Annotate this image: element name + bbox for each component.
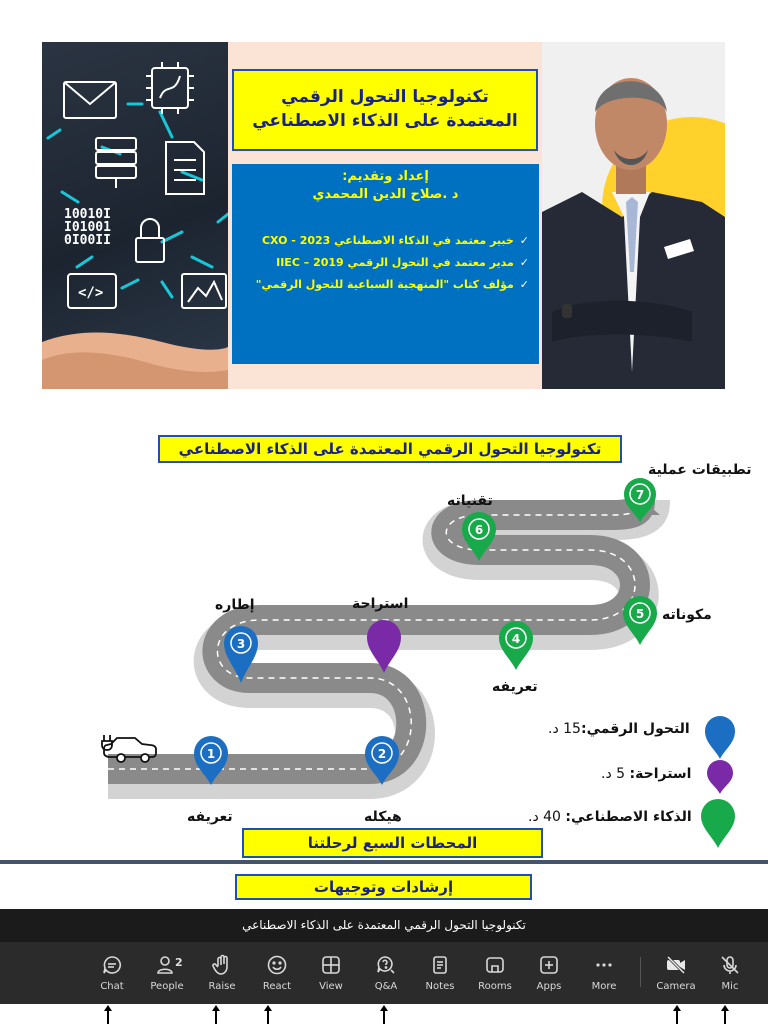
station-label-7: تطبيقات عملية [648, 462, 752, 478]
notes-icon [429, 954, 451, 976]
station-label-1: تعريفه [187, 809, 233, 825]
toolbar-label: React [262, 981, 292, 992]
toolbar-label: People [150, 981, 184, 992]
view-button[interactable] [309, 942, 353, 1004]
binary-line-2: I01001 [64, 220, 111, 235]
apps-button[interactable] [527, 942, 571, 1004]
mic-off-icon [719, 954, 741, 976]
toolbar-label: Chat [100, 981, 124, 992]
toolbar-label: More [591, 981, 617, 992]
arrow-up-icon [103, 1005, 113, 1024]
check-icon: ✓ [519, 256, 529, 269]
station-number: 6 [474, 523, 484, 537]
slide1-title-line2: المعتمدة على الذكاء الاصطناعي [252, 111, 518, 131]
react-icon [266, 954, 288, 976]
arrow-up-icon [211, 1005, 221, 1024]
legend-digital-transformation: التحول الرقمي:15 د. [548, 721, 690, 737]
legend-pin-break [707, 760, 733, 794]
toolbar-label: Rooms [478, 981, 512, 992]
check-icon: ✓ [519, 234, 529, 247]
technology-illustration [42, 42, 228, 389]
station-number: 4 [511, 632, 521, 646]
slide-divider [0, 860, 768, 864]
raise-hand-button[interactable] [200, 942, 244, 1004]
presenter-info-box [232, 164, 539, 364]
station-pin-4 [499, 621, 533, 670]
people-count-badge: 2 [175, 956, 183, 969]
toolbar-label: Apps [536, 981, 562, 992]
raise-hand-icon [211, 954, 233, 976]
chat-icon [101, 954, 123, 976]
slide1-title-line1: تكنولوجيا التحول الرقمي [281, 87, 489, 107]
binary-line-1: 10010I [64, 207, 111, 222]
slide2-title: تكنولوجيا التحول الرقمي المعتمدة على الذكاء الاصطناعي [158, 435, 622, 463]
arrow-up-icon [263, 1005, 273, 1024]
toolbar-label: View [319, 981, 343, 992]
meeting-title: تكنولوجيا التحول الرقمي المعتمدة على الذكاء الاصطناعي [0, 909, 768, 942]
binary-line-3: 0I00II [64, 233, 111, 248]
presenter-name: د .صلاح الدين المحمدي [312, 187, 459, 202]
toolbar-label: Camera [656, 981, 696, 992]
people-button[interactable] [145, 942, 189, 1004]
check-icon: ✓ [519, 278, 529, 291]
apps-icon [538, 954, 560, 976]
qa-button[interactable] [364, 942, 408, 1004]
rooms-icon [484, 954, 506, 976]
camera-button[interactable] [654, 942, 698, 1004]
credential-item: ✓خبير معتمد في الذكاء الاصطناعي 2023 - CXO [261, 234, 529, 247]
intro-slide [42, 42, 725, 389]
arrow-up-icon [720, 1005, 730, 1024]
station-label-break: استراحة [352, 596, 409, 612]
station-number: 5 [635, 607, 645, 621]
station-number: 1 [206, 747, 216, 761]
camera-off-icon [665, 954, 687, 976]
credential-item: ✓مدير معتمد في التحول الرقمي 2019 – IIEC [276, 256, 529, 269]
legend-pin-ai [701, 799, 735, 848]
legend-pin-digital [705, 716, 735, 759]
presenter-photo [542, 42, 725, 389]
station-number: 7 [635, 488, 645, 502]
toolbar-separator [640, 957, 641, 987]
legend-break: استراحة: 5 د. [601, 766, 692, 782]
view-icon [320, 954, 342, 976]
slide2-footer: المحطات السبع لرحلتنا [242, 828, 543, 858]
arrow-up-icon [379, 1005, 389, 1024]
slide1-title-box [232, 69, 538, 151]
station-label-3: إطاره [215, 597, 255, 613]
toolbar-label: Q&A [374, 981, 398, 992]
mic-button[interactable] [708, 942, 752, 1004]
meeting-toolbar [0, 942, 768, 1004]
station-number: 3 [236, 637, 246, 651]
station-label-5: مكوناته [662, 607, 712, 623]
qa-icon [375, 954, 397, 976]
legend-ai: الذكاء الاصطناعي: 40 د. [528, 809, 692, 825]
station-number: 2 [377, 747, 387, 761]
station-label-2: هيكله [364, 809, 402, 825]
station-label-6: تقنياته [447, 493, 493, 509]
credential-item: ✓مؤلف كتاب "المنهجية السباعية للتحول الرقمي" [255, 278, 529, 291]
slide3-title: إرشادات وتوجيهات [235, 874, 532, 900]
station-label-4: تعريفه [492, 679, 538, 695]
prepared-by-label: إعداد وتقديم: [342, 169, 429, 184]
arrow-up-icon [672, 1005, 682, 1024]
toolbar-label: Notes [425, 981, 455, 992]
rooms-button[interactable] [473, 942, 517, 1004]
more-button[interactable] [582, 942, 626, 1004]
more-icon [593, 954, 615, 976]
agenda-slide [0, 400, 768, 860]
chat-button[interactable] [90, 942, 134, 1004]
code-icon-text: </> [78, 285, 104, 301]
notes-button[interactable] [418, 942, 462, 1004]
toolbar-label: Raise [208, 981, 236, 992]
toolbar-label: Mic [721, 981, 739, 992]
react-button[interactable] [255, 942, 299, 1004]
